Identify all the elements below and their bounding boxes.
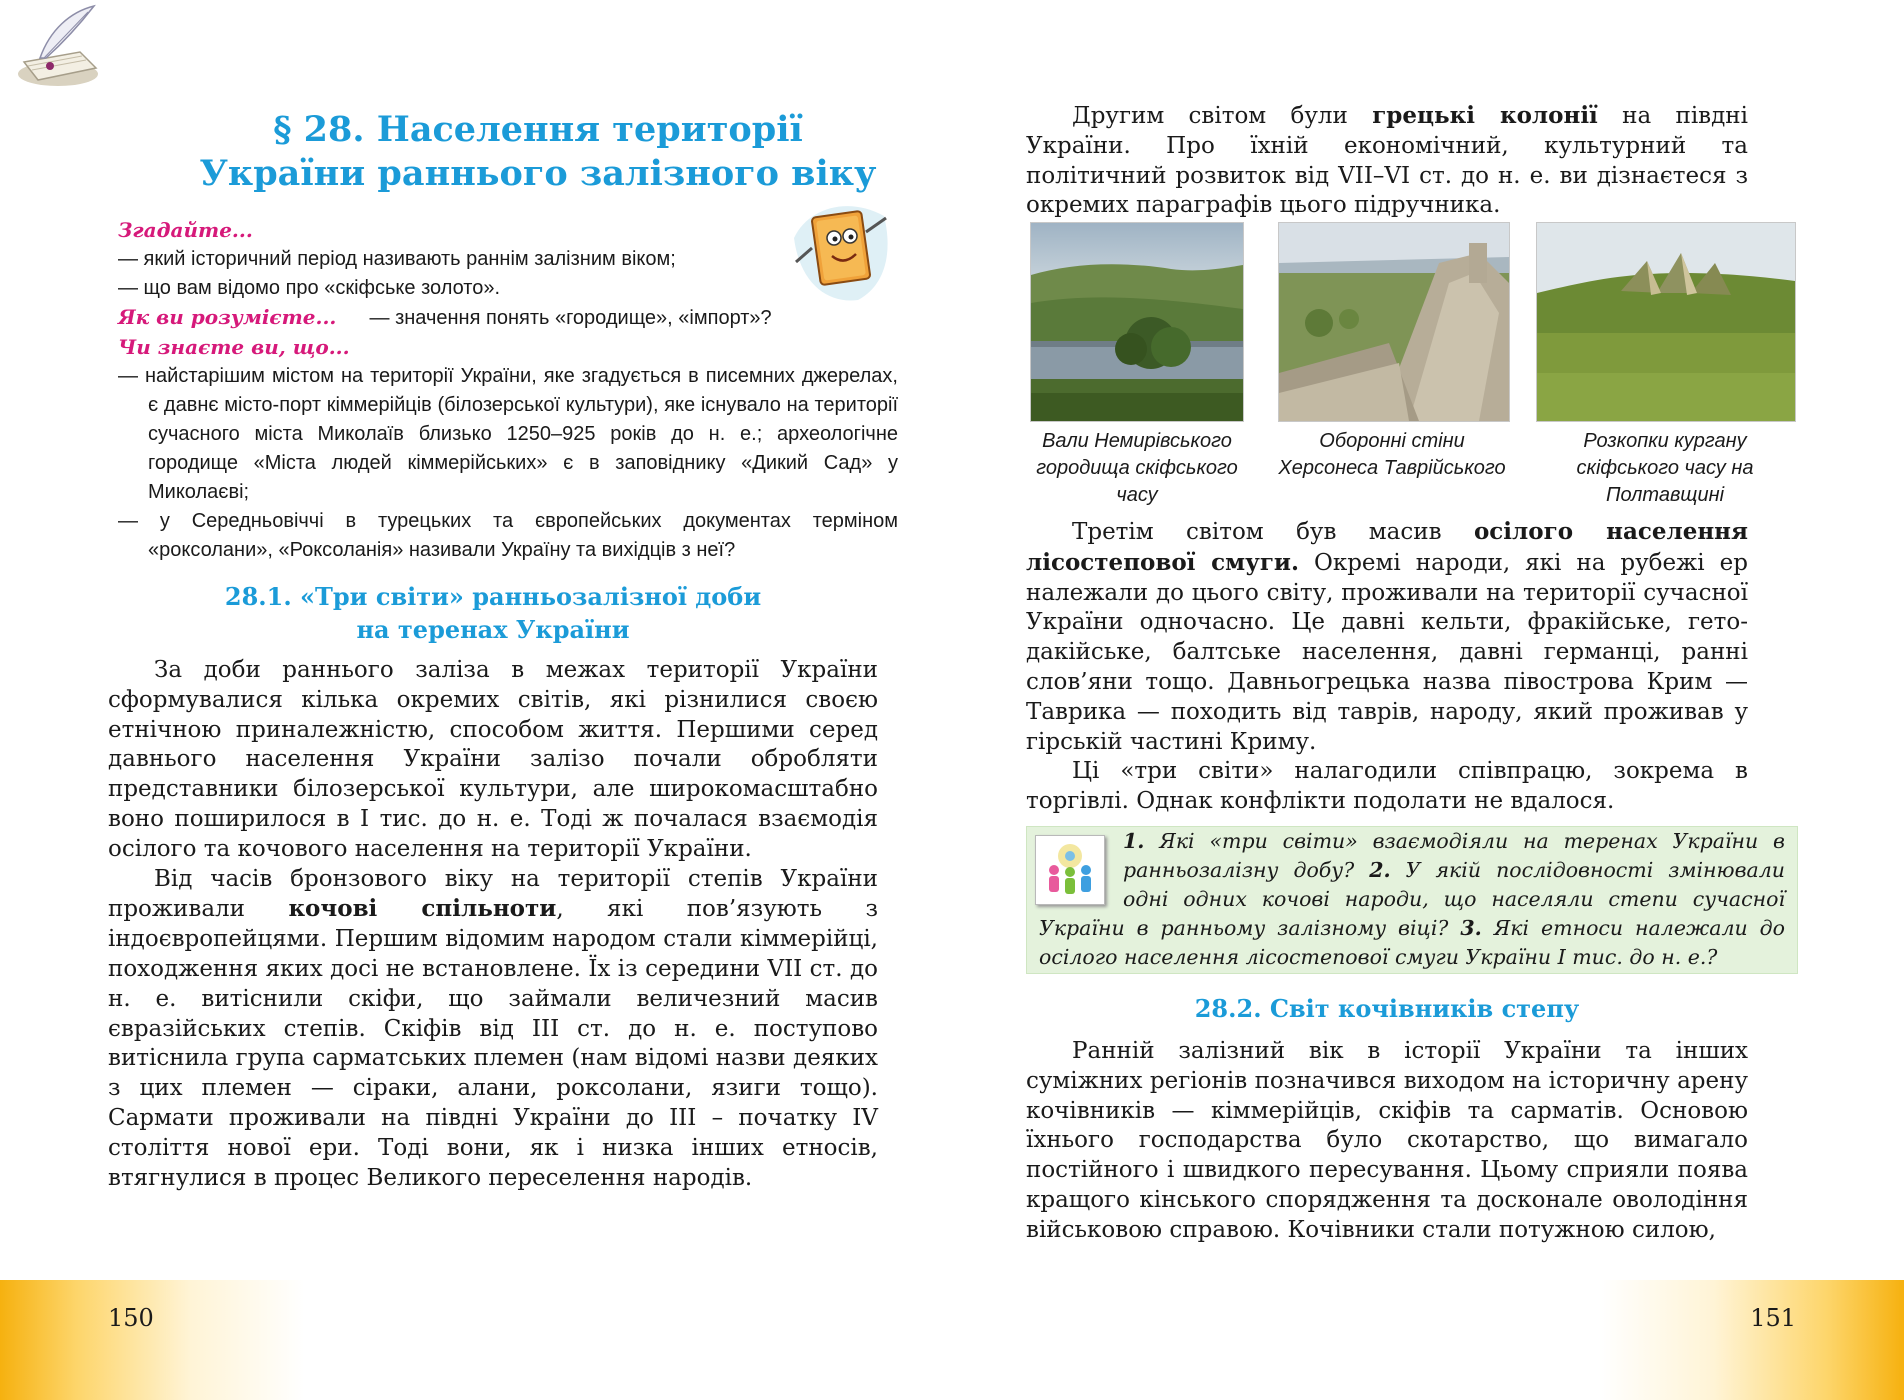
- chapter-title-line2: України раннього залізного віку: [199, 153, 877, 194]
- recall-item-1: — який історичний період називають раннім залізним віком;: [118, 248, 676, 270]
- quill-book-icon: [10, 0, 106, 96]
- right-body-bottom: [1026, 1037, 1748, 1246]
- bold-term: осілого населення лісостепової смуги.: [1026, 518, 1748, 576]
- paragraph: [1026, 517, 1748, 757]
- left-body: [108, 656, 878, 1193]
- footer-bar-left: [0, 1280, 952, 1400]
- text-run: , які пов’язують з індоєвропейцями. Першим відомим народом стали кіммерійці, походження яких досі не встановлене. Їх із середини VII ст. до н. е. витіснили скіфи, що займали величезний масив євразійських степів. Скіфів від ІІІ ст. до н. е. поступово витіснила група сарматських племен (нам відомі назви деяких з цих племен — сіраки, алани, роксолани, язиги тощо). Сармати проживали на півдні України до ІІІ – початку IV століття нової ери. Тоді вони, як і низка інших етносів, втягнулися в процес Великого переселення народів.: [108, 896, 879, 1191]
- understand-text: — значення понять «городище», «імпорт»?: [369, 307, 772, 329]
- know-item-2: — у Середньовіччі в турецьких та європейських документах терміном «роксолани», «Роксоланія» називали Україну та вихідців з неї?: [118, 510, 898, 561]
- photo-kurgan-excavation: [1536, 222, 1796, 422]
- caption-photo-3: Розкопки кургану скіфського часу на Полтавщині: [1576, 430, 1754, 506]
- paragraph: Ці «три світи» налагодили співпрацю, зокрема в торгівлі. Однак конфлікти подолати не вдалося.: [1026, 758, 1748, 815]
- question-number-1: 1.: [1123, 829, 1145, 853]
- question-number-2: 2.: [1369, 858, 1391, 882]
- text-run: Третім світом був масив: [1072, 519, 1474, 545]
- photo-chersonesos-walls: [1278, 222, 1510, 422]
- text-run: на півдні України. Про їхній економічний, культурний та політичний розвиток від VII–VI ст. до н. е. ви дізнаєтеся з окремих параграфів цього підручника.: [1026, 103, 1748, 219]
- section-28-2-title: 28.2. Світ кочівників степу: [1194, 994, 1580, 1023]
- review-questions-text: [1039, 827, 1785, 972]
- right-body-top: [1026, 101, 1748, 221]
- paragraph: [1026, 101, 1748, 221]
- footer-bar-right: [952, 1280, 1904, 1400]
- text-run: Другим світом були: [1072, 103, 1373, 129]
- understand-row: [118, 303, 878, 333]
- section-28-1-line2: на теренах України: [356, 615, 630, 644]
- page-number-right: 151: [1750, 1304, 1796, 1332]
- recall-item-2: — що вам відомо про «скіфське золото».: [118, 277, 501, 299]
- bold-term: кочові спільноти: [288, 895, 557, 923]
- text-run: Від часів бронзового віку на території степів України проживали: [108, 865, 878, 923]
- paragraph: За доби раннього заліза в межах території України сформувалися кілька окремих світів, які різнилися своєю етнічною приналежністю, способом життя. Першими серед давнього населення України залізо почали обробляти представники білозерської культури, але широкомасштабно воно поширилося в І тис. до н. е. Тоді ж почалася взаємодія осілого та кочового населення на території України.: [108, 657, 878, 862]
- recall-heading: Згадайте...: [118, 218, 253, 242]
- intro-block: [118, 216, 898, 565]
- paragraph: [108, 865, 878, 1194]
- right-page: [952, 0, 1904, 1400]
- right-body-mid: [1026, 517, 1748, 817]
- section-28-1-line1: 28.1. «Три світи» ранньозалізної доби: [224, 582, 762, 611]
- page-number-left: 150: [108, 1304, 154, 1332]
- know-item-1: — найстарішим містом на території України, яке згадується в писемних джерелах, є давнє місто-порт кіммерійців (білозерської культури), яке існувало на території сучасного міста Миколаїв близько 1250–925 років до н. е.; археологічне городище «Міста людей кіммерійських» є в заповіднику «Дикий Сад» у Миколаєві;: [118, 365, 898, 503]
- bold-term: грецькі колонії: [1372, 102, 1598, 129]
- chapter-title: [108, 108, 878, 196]
- understand-heading: Як ви розумієте...: [118, 305, 337, 329]
- question-3: Які етноси належали до осілого населення лісостепової смуги України І тис. до н. е.?: [1039, 916, 1786, 969]
- caption-photo-1: Вали Немирівського городища скіфського часу: [1036, 430, 1238, 506]
- question-number-3: 3.: [1460, 916, 1482, 940]
- review-questions-box: [1026, 826, 1798, 974]
- question-1: Які «три світи» взаємодіяли на теренах України в ранньозалізну добу?: [1123, 829, 1785, 882]
- photo-nemyriv-ramparts: [1030, 222, 1244, 422]
- text-run: Окремі народи, які на рубежі ер належали до цього світу, проживали на території сучасної України одночасно. Це давні кельти, фракійське, гето-дакійське, балтське населення, давні германці, ранні слов’яни тощо. Давньогрецька назва півострова Крим — Таврика — походить від таврів, народу, який проживав у гірській частині Криму.: [1026, 549, 1748, 755]
- know-heading: Чи знаєте ви, що...: [118, 335, 350, 359]
- section-28-1-title: [108, 580, 878, 646]
- question-2: У якій послідовності змінювали одні одних кочові народи, що населяли степи сучасної України в ранньому залізному віці?: [1039, 858, 1785, 940]
- caption-photo-2: Оборонні стіни Херсонеса Таврійського: [1278, 430, 1506, 479]
- paragraph: Ранній залізний вік в історії України та інших суміжних регіонів позначився виходом на історичну арену кочівників — кіммерійців, скіфів та сарматів. Основою їхнього господарства було скотарство, що вимагало постійного і швидкого пересування. Цьому сприяли поява кращого кінського спорядження та досконале оволодіння військовою справою. Кочівники стали потужною силою,: [1026, 1038, 1748, 1243]
- chapter-title-line1: § 28. Населення території: [273, 109, 803, 150]
